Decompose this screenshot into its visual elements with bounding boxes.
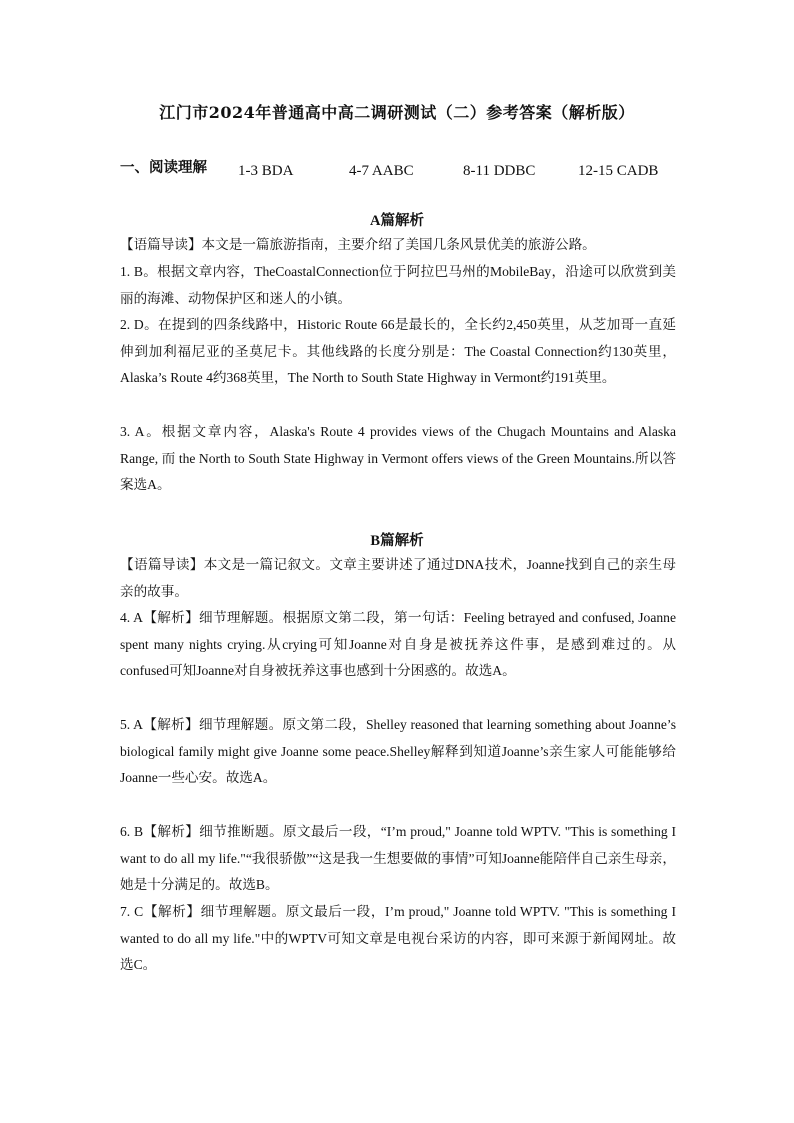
section-a-heading: A篇解析 bbox=[370, 213, 424, 229]
answer-group-1: 1-3 BDA bbox=[238, 163, 294, 179]
page-title: 江门市2024年普通高中高二调研测试（二）参考答案（解析版） bbox=[159, 103, 635, 122]
answer-group-3: 8-11 DDBC bbox=[463, 163, 536, 179]
section-b-heading: B篇解析 bbox=[370, 533, 424, 549]
answer-group-4: 12-15 CADB bbox=[578, 163, 659, 179]
answer-group-2: 4-7 AABC bbox=[349, 163, 414, 179]
section-b-question-4: 4. A【解析】细节理解题。根据原文第二段，第一句话：Feeling betrayed and confused, Joanne spent many nights crying.从crying可知Joanne对自身是被抚养这件事，是感到难过的。从confused可知Joanne对自身被抚养这事也感到十分困惑的。故选A。 bbox=[120, 610, 676, 679]
section-a-question-1: 1. B。根据文章内容，TheCoastalConnection位于阿拉巴马州的MobileBay，沿途可以欣赏到美丽的海滩、动物保护区和迷人的小镇。 bbox=[120, 264, 676, 306]
reading-section-label: 一、阅读理解 bbox=[120, 159, 207, 176]
reading-answer-row bbox=[120, 156, 680, 186]
section-a-question-3: 3. A。根据文章内容，Alaska's Route 4 provides views of the Chugach Mountains and Alaska Range, 而 the North to South State Highway in Vermont offers views of the Green Mountains.所以答案选A。 bbox=[120, 424, 676, 493]
section-b-question-6: 6. B【解析】细节推断题。原文最后一段，“I’m proud," Joanne told WPTV. "This is something I want to do all my life."“我很骄傲”“这是我一生想要做的事情”可知Joanne能陪伴自己亲生母亲，她是十分满足的。故选B。 bbox=[120, 824, 676, 893]
section-a-question-2: 2. D。在提到的四条线路中，Historic Route 66是最长的，全长约2,450英里，从芝加哥一直延伸到加利福尼亚的圣莫尼卡。其他线路的长度分别是：The Coastal Connection约130英里，Alaska’s Route 4约368英里，The North to South State Highway in Vermont约191英里。 bbox=[120, 317, 676, 386]
section-b-question-7: 7. C【解析】细节理解题。原文最后一段，I’m proud," Joanne told WPTV. "This is something I wanted to do all my life."中的WPTV可知文章是电视台采访的内容，即可来源于新闻网址。故选C。 bbox=[120, 904, 676, 973]
section-b-guide: 【语篇导读】本文是一篇记叙文。文章主要讲述了通过DNA技术，Joanne找到自己的亲生母亲的故事。 bbox=[120, 557, 676, 599]
section-a-guide: 【语篇导读】本文是一篇旅游指南，主要介绍了美国几条风景优美的旅游公路。 bbox=[120, 237, 596, 252]
section-b-question-5: 5. A【解析】细节理解题。原文第二段，Shelley reasoned that learning something about Joanne’s biological family might give Joanne some peace.Shelley解释到知道Joanne’s亲生家人可能能够给Joanne一些心安。故选A。 bbox=[120, 717, 676, 786]
